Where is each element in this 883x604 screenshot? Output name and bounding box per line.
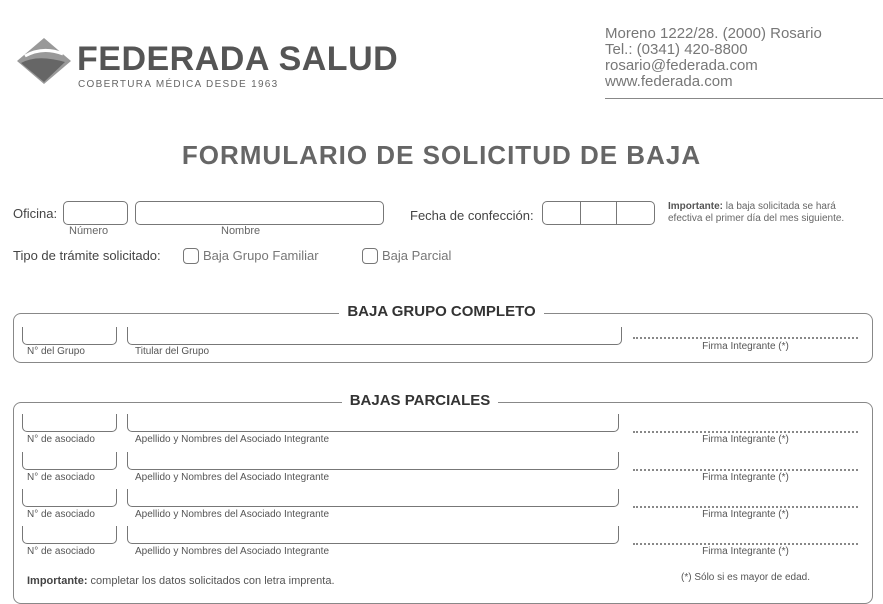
group-holder-caption: Titular del Grupo [135,346,210,357]
associate-number-caption: N° de asociado [27,509,95,520]
office-number-caption: Número [69,225,109,237]
associate-name-field[interactable] [127,414,619,432]
partial-option-label[interactable]: Baja Parcial [382,248,452,263]
date-note-line2: efectiva el primer día del mes siguiente. [668,213,845,224]
associate-name-caption: Apellido y Nombres del Asociado Integrante [135,472,330,483]
associate-number-field[interactable] [22,489,117,507]
date-field[interactable] [542,201,655,225]
contact-email[interactable]: rosario@federada.com [605,57,758,74]
office-number-field[interactable] [63,201,128,225]
brand-name: FEDERADA SALUD [77,40,399,78]
office-name-caption: Nombre [221,225,261,237]
associate-name-caption: Apellido y Nombres del Asociado Integrante [135,434,330,445]
associate-number-field[interactable] [22,452,117,470]
office-name-field[interactable] [135,201,384,225]
group-section-title-wrap [0,303,883,321]
contact-web[interactable]: www.federada.com [605,73,733,90]
group-number-caption: N° del Grupo [27,346,85,357]
associate-name-caption: Apellido y Nombres del Asociado Integrante [135,546,330,557]
associate-name-caption: Apellido y Nombres del Asociado Integrante [135,509,330,520]
date-note-strong: Importante: [668,201,723,212]
associate-number-field[interactable] [22,526,117,544]
associate-name-field[interactable] [127,526,619,544]
group-number-field[interactable] [22,327,117,345]
date-day-divider [580,202,581,224]
partial-section-title: BAJAS PARCIALES [342,392,499,409]
group-signature-caption: Firma Integrante (*) [702,341,789,352]
age-footnote: (*) Sólo si es mayor de edad. [681,572,810,583]
brand-logo-icon [15,36,73,86]
partial-footer-strong: Importante: [27,575,88,587]
group-section-title: BAJA GRUPO COMPLETO [339,303,543,320]
contact-divider [605,98,883,99]
associate-name-field[interactable] [127,489,619,507]
associate-number-field[interactable] [22,414,117,432]
associate-signature-caption: Firma Integrante (*) [702,472,789,483]
brand-tagline: COBERTURA MÉDICA DESDE 1963 [78,79,279,90]
partial-footer-text: completar los datos solicitados con letra imprenta. [87,575,335,587]
associate-signature-line[interactable] [633,543,858,545]
group-holder-field[interactable] [127,327,622,345]
associate-signature-caption: Firma Integrante (*) [702,434,789,445]
date-note [668,201,844,225]
date-note-line1 [668,201,844,213]
family-option-label[interactable]: Baja Grupo Familiar [203,248,319,263]
partial-section-title-wrap [0,392,840,410]
associate-number-caption: N° de asociado [27,472,95,483]
date-label: Fecha de confección: [410,208,534,223]
partial-footer-note [27,575,335,587]
associate-signature-line[interactable] [633,431,858,433]
associate-signature-caption: Firma Integrante (*) [702,509,789,520]
family-checkbox[interactable] [183,248,199,264]
date-note-text: la baja solicitada se hará [723,201,836,212]
partial-checkbox[interactable] [362,248,378,264]
associate-signature-line[interactable] [633,506,858,508]
date-month-divider [616,202,617,224]
form-title: FORMULARIO DE SOLICITUD DE BAJA [181,140,702,170]
tramite-label: Tipo de trámite solicitado: [13,248,161,263]
contact-phone: Tel.: (0341) 420-8800 [605,41,748,58]
associate-name-field[interactable] [127,452,619,470]
associate-number-caption: N° de asociado [27,434,95,445]
associate-number-caption: N° de asociado [27,546,95,557]
contact-address: Moreno 1222/28. (2000) Rosario [605,25,822,42]
contact-block [605,26,822,90]
office-label: Oficina: [13,206,58,221]
associate-signature-caption: Firma Integrante (*) [702,546,789,557]
group-signature-line[interactable] [633,337,858,339]
associate-signature-line[interactable] [633,469,858,471]
